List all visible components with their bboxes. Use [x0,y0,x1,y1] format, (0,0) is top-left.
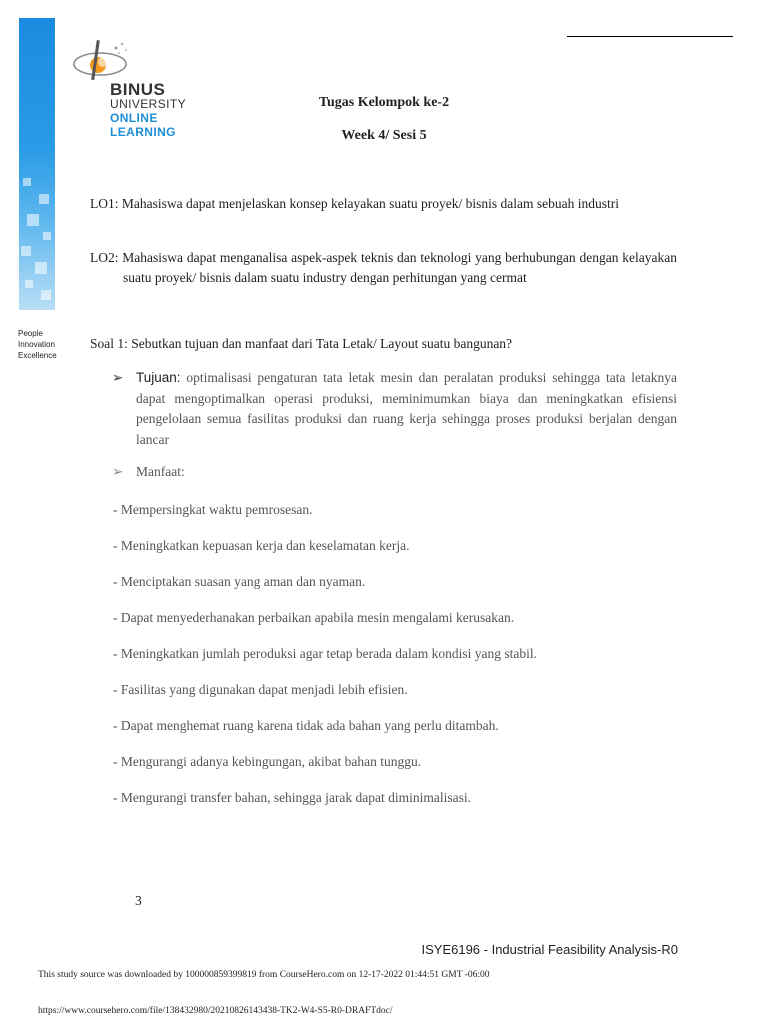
list-item: - Mengurangi adanya kebingungan, akibat bahan tunggu. [113,754,422,769]
side-decoration-bar [19,18,55,310]
list-item: - Meningkatkan kepuasan kerja dan keselamatan kerja. [113,538,410,553]
learning-outcome-1 [90,194,677,214]
list-item: - Menciptakan suasan yang aman dan nyaman. [113,574,366,589]
tagline [18,328,57,361]
course-footer: ISYE6196 - Industrial Feasibility Analysis-R0 [421,942,678,957]
header-rule [567,36,733,37]
tagline-line: Excellence [18,351,57,360]
question-1: Soal 1: Sebutkan tujuan dan manfaat dari Tata Letak/ Layout suatu bangunan? [90,336,513,351]
list-item: - Fasilitas yang digunakan dapat menjadi lebih efisien. [113,682,408,697]
tujuan-text: optimalisasi pengaturan tata letak mesin dan peralatan produksi sehingga tata letaknya dapat mengoptimalkan operasi produksi, meminimumkan biaya dan meningkatkan efisiensi pengelolaan semua fasilitas produksi dan ruang kerja sehingga proses produksi berjalan dengan lancar [136,370,678,447]
list-item: - Dapat menyederhanakan perbaikan apabila mesin mengalami kerusakan. [113,610,515,625]
list-item: - Meningkatkan jumlah peroduksi agar tetap berada dalam kondisi yang stabil. [113,646,538,661]
page-number: 3 [135,893,142,908]
logo-university: UNIVERSITY [110,97,187,111]
answer-tujuan [112,368,677,450]
source-url-link[interactable]: https://www.coursehero.com/file/138432980/20210826143438-TK2-W4-S5-R0-DRAFTdoc/ [38,1006,393,1016]
list-item: - Mempersingkat waktu pemrosesan. [113,502,313,517]
list-item: - Mengurangi transfer bahan, sehingga jarak dapat diminimalisasi. [113,790,472,805]
document-subtitle: Week 4/ Sesi 5 [341,128,427,143]
learning-outcome-2 [90,248,677,288]
answer-manfaat [112,462,677,483]
arrow-bullet-icon: ➢ [112,370,124,385]
tujuan-label: Tujuan: [136,370,181,385]
document-title: Tugas Kelompok ke-2 [318,95,450,110]
list-item: - Dapat menghemat ruang karena tidak ada bahan yang perlu ditambah. [113,718,499,733]
manfaat-label: Manfaat: [136,464,185,479]
learning-outcome-text: LO1: Mahasiswa dapat menjelaskan konsep kelayakan suatu proyek/ bisnis dalam sebuah industri [90,196,619,211]
answer-tujuan-body [136,368,677,450]
logo-online: ONLINE [110,111,158,125]
tagline-line: Innovation [18,340,55,349]
logo-name: BINUS [110,80,166,99]
learning-outcome-text: LO2: Mahasiswa dapat menganalisa aspek-aspek teknis dan teknologi yang berhubungan dengan kelayakan suatu proyek/ bisnis dalam suatu industry dengan perhitungan yang cermat [90,250,677,285]
arrow-bullet-icon: ➢ [112,464,124,479]
logo-learning: LEARNING [110,125,176,139]
download-note: This study source was downloaded by 100000859399819 from CourseHero.com on 12-17-2022 01:44:51 GMT -06:00 [38,970,490,980]
tagline-line: People [18,329,43,338]
